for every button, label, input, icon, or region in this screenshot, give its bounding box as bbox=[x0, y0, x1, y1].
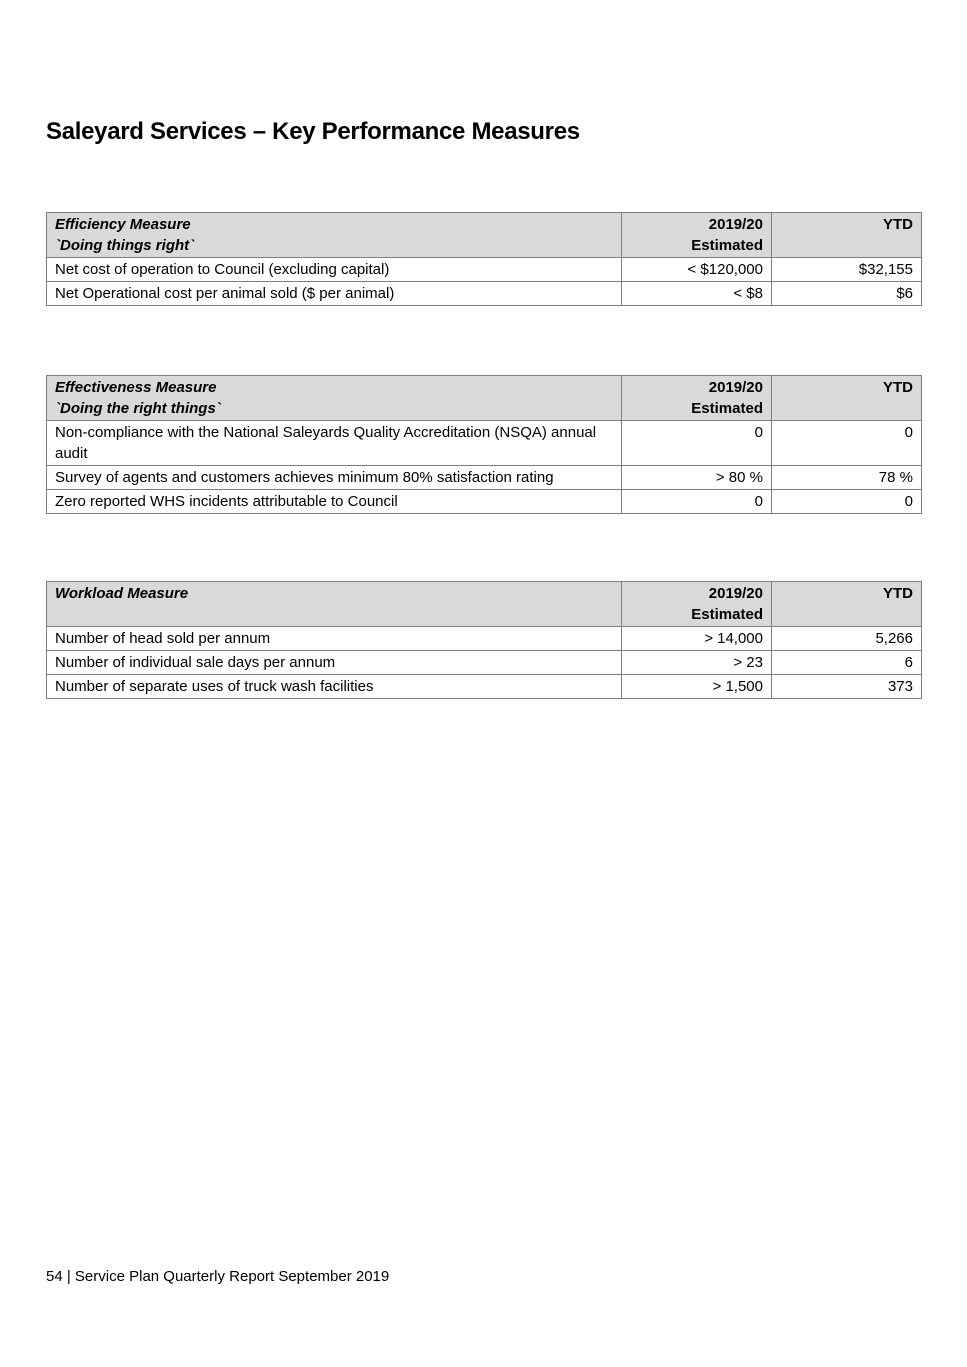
row-label: Net cost of operation to Council (excluding capital) bbox=[47, 258, 622, 282]
measure-subtitle: `Doing things right` bbox=[55, 237, 195, 254]
row-label: Number of separate uses of truck wash facilities bbox=[47, 675, 622, 699]
ytd-header: YTD bbox=[772, 213, 922, 258]
row-ytd: 78 % bbox=[772, 466, 922, 490]
row-estimated: 0 bbox=[622, 490, 772, 514]
page-title: Saleyard Services – Key Performance Measures bbox=[46, 118, 580, 145]
table-row bbox=[47, 421, 922, 466]
row-estimated: 0 bbox=[622, 421, 772, 466]
estimated-header-label: Estimated bbox=[691, 400, 763, 417]
estimated-header bbox=[622, 376, 772, 421]
measure-header bbox=[47, 582, 622, 627]
estimated-header-year: 2019/20 bbox=[708, 585, 763, 602]
table-row bbox=[47, 651, 922, 675]
estimated-header bbox=[622, 213, 772, 258]
measure-title: Effectiveness Measure bbox=[55, 379, 217, 396]
row-ytd: 6 bbox=[772, 651, 922, 675]
measure-title: Efficiency Measure bbox=[55, 216, 191, 233]
table-row bbox=[47, 258, 922, 282]
table-row bbox=[47, 627, 922, 651]
estimated-header-year: 2019/20 bbox=[708, 379, 763, 396]
measure-header bbox=[47, 376, 622, 421]
row-ytd: $32,155 bbox=[772, 258, 922, 282]
row-ytd: 0 bbox=[772, 490, 922, 514]
efficiency-measure-table bbox=[46, 212, 922, 306]
row-estimated: < $8 bbox=[622, 282, 772, 306]
ytd-header: YTD bbox=[772, 376, 922, 421]
row-estimated: > 1,500 bbox=[622, 675, 772, 699]
row-estimated: < $120,000 bbox=[622, 258, 772, 282]
table-header-row bbox=[47, 582, 922, 627]
table-row bbox=[47, 675, 922, 699]
table-row bbox=[47, 490, 922, 514]
table-header-row bbox=[47, 213, 922, 258]
row-label: Number of individual sale days per annum bbox=[47, 651, 622, 675]
row-label: Number of head sold per annum bbox=[47, 627, 622, 651]
row-label: Non-compliance with the National Saleyards Quality Accreditation (NSQA) annual audit bbox=[47, 421, 622, 466]
row-label: Zero reported WHS incidents attributable to Council bbox=[47, 490, 622, 514]
row-label: Survey of agents and customers achieves minimum 80% satisfaction rating bbox=[47, 466, 622, 490]
table-row bbox=[47, 282, 922, 306]
effectiveness-measure-table bbox=[46, 375, 922, 514]
estimated-header-label: Estimated bbox=[691, 237, 763, 254]
row-estimated: > 14,000 bbox=[622, 627, 772, 651]
row-ytd: 5,266 bbox=[772, 627, 922, 651]
measure-subtitle: `Doing the right things` bbox=[55, 400, 221, 417]
row-ytd: $6 bbox=[772, 282, 922, 306]
row-label: Net Operational cost per animal sold ($ per animal) bbox=[47, 282, 622, 306]
workload-measure-table bbox=[46, 581, 922, 699]
estimated-header-label: Estimated bbox=[691, 606, 763, 623]
measure-title: Workload Measure bbox=[55, 585, 189, 602]
measure-header bbox=[47, 213, 622, 258]
estimated-header bbox=[622, 582, 772, 627]
table-header-row bbox=[47, 376, 922, 421]
row-ytd: 0 bbox=[772, 421, 922, 466]
row-ytd: 373 bbox=[772, 675, 922, 699]
row-estimated: > 80 % bbox=[622, 466, 772, 490]
row-estimated: > 23 bbox=[622, 651, 772, 675]
estimated-header-year: 2019/20 bbox=[708, 216, 763, 233]
ytd-header: YTD bbox=[772, 582, 922, 627]
table-row bbox=[47, 466, 922, 490]
page-footer: 54 | Service Plan Quarterly Report September 2019 bbox=[46, 1268, 390, 1285]
